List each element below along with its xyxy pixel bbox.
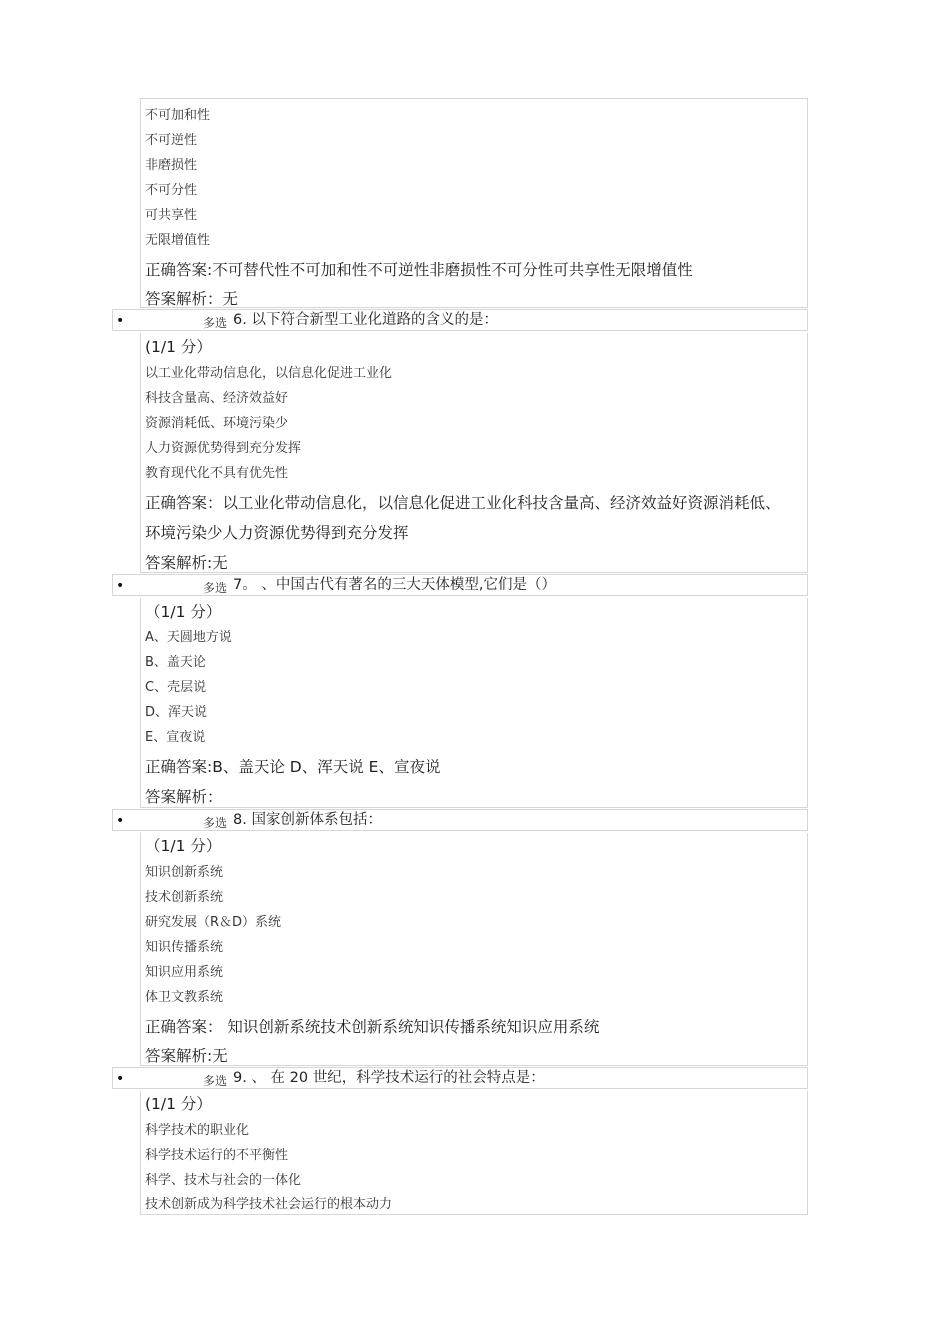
bullet: • — [116, 813, 125, 829]
score: (1/1 分） — [145, 1095, 212, 1113]
option: 科技含量高、经济效益好 — [145, 391, 289, 406]
question-9-body — [140, 1091, 808, 1215]
question-type: 多选 — [203, 816, 228, 830]
answer-analysis: 答案解析:无 — [145, 554, 228, 572]
question-5-body — [140, 98, 808, 308]
answer-analysis: 答案解析：无 — [145, 290, 239, 308]
correct-answer-continued: 环境污染少人力资源优势得到充分发挥 — [145, 524, 409, 542]
question-type: 多选 — [203, 581, 228, 595]
option: 技术创新系统 — [145, 890, 224, 905]
option: 不可分性 — [145, 183, 198, 198]
question-title: 7。 、中国古代有著名的三大天体模型,它们是（） — [233, 577, 556, 593]
question-title: 8. 国家创新体系包括： — [233, 812, 382, 828]
answer-analysis: 答案解析:无 — [145, 1047, 228, 1065]
score: （1/1 分） — [145, 603, 222, 621]
option: 不可逆性 — [145, 133, 198, 148]
option: 资源消耗低、环境污染少 — [145, 416, 289, 431]
score: (1/1 分） — [145, 338, 212, 356]
question-9-header — [112, 1067, 808, 1089]
option: 不可加和性 — [145, 108, 211, 123]
answer-analysis: 答案解析： — [145, 788, 223, 806]
question-7-body — [140, 598, 808, 808]
option: 科学技术的职业化 — [145, 1123, 250, 1138]
question-title: 6. 以下符合新型工业化道路的含义的是： — [233, 312, 498, 328]
bullet: • — [116, 578, 125, 594]
question-type: 多选 — [203, 1074, 228, 1088]
option: 人力资源优势得到充分发挥 — [145, 441, 302, 456]
question-7-header — [112, 574, 808, 596]
option: 知识应用系统 — [145, 965, 224, 980]
question-type: 多选 — [203, 316, 228, 330]
question-title: 9. 、 在 20 世纪，科学技术运行的社会特点是： — [233, 1070, 545, 1086]
bullet: • — [116, 1071, 125, 1087]
option: D、浑天说 — [145, 705, 208, 720]
correct-answer: 正确答案:B、盖天论 D、浑天说 E、宣夜说 — [145, 758, 441, 776]
option: 以工业化带动信息化，以信息化促进工业化 — [145, 366, 393, 381]
option: 教育现代化不具有优先性 — [145, 466, 289, 481]
question-8-header — [112, 809, 808, 831]
option: 科学、技术与社会的一体化 — [145, 1173, 302, 1188]
option: A、天圆地方说 — [145, 630, 232, 645]
option: 无限增值性 — [145, 233, 211, 248]
option: 可共享性 — [145, 208, 198, 223]
option: 技术创新成为科学技术社会运行的根本动力 — [145, 1197, 393, 1212]
option: E、宣夜说 — [145, 730, 206, 745]
option: 知识传播系统 — [145, 940, 224, 955]
option: 非磨损性 — [145, 158, 198, 173]
correct-answer: 正确答案：以工业化带动信息化，以信息化促进工业化科技含量高、经济效益好资源消耗低、 — [145, 494, 781, 512]
score: （1/1 分） — [145, 837, 222, 855]
correct-answer: 正确答案： 知识创新系统技术创新系统知识传播系统知识应用系统 — [145, 1018, 600, 1036]
option: 体卫文教系统 — [145, 990, 224, 1005]
question-8-body — [140, 833, 808, 1066]
option: C、壳层说 — [145, 680, 207, 695]
option: 科学技术运行的不平衡性 — [145, 1148, 289, 1163]
option: 知识创新系统 — [145, 865, 224, 880]
option: 研究发展（R＆D）系统 — [145, 915, 282, 930]
correct-answer: 正确答案:不可替代性不可加和性不可逆性非磨损性不可分性可共享性无限增值性 — [145, 261, 693, 279]
question-6-header — [112, 309, 808, 331]
question-6-body — [140, 333, 808, 573]
bullet: • — [116, 313, 125, 329]
option: B、盖天论 — [145, 655, 206, 670]
